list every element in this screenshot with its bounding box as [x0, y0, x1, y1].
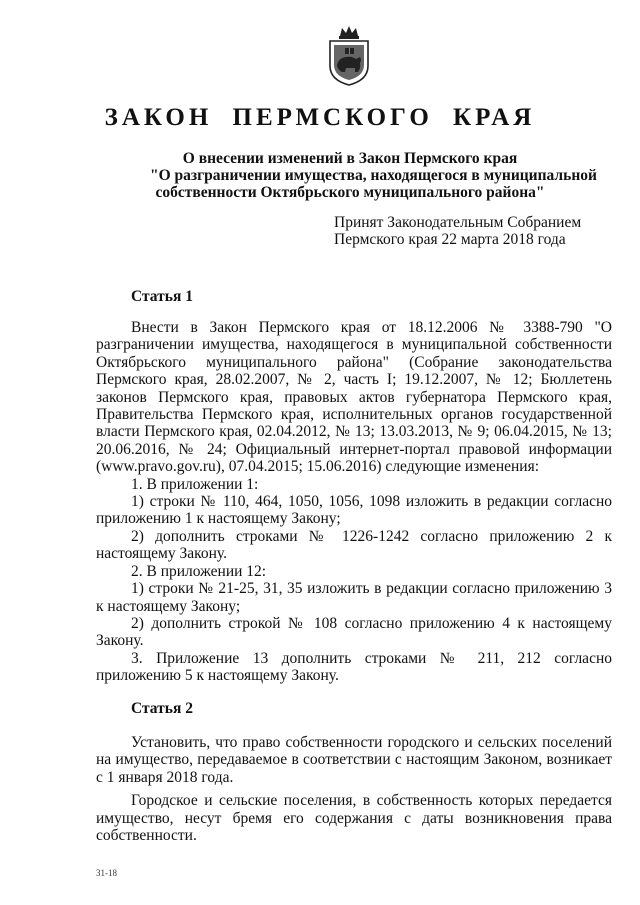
article-2-para-2: Городское и сельские поселения, в собственность которых передается имущество, несут бремя его содержания с даты возникновения права собственности.: [96, 792, 612, 845]
article-1-intro: Внести в Закон Пермского края от 18.12.2006 № 3388-790 "О разграничении имущества, находящегося в муниципальной собственности Октябрьского муниципального района" (Собрание законодательства Пермского края, 28.02.2007, № 2, часть I; 19.12.2007, № 12; Бюллетень законов Пермского края, правовых актов губернатора Пермского края, Правительства Пермского края, исполнительных органов государственной власти Пермского края, 02.04.2012, № 13; 13.03.2013, № 9; 06.04.2015, № 13; 20.06.2016, № 24; Официальный интернет-портал правовой информации (www.pravo.gov.ru), 07.04.2015; 15.06.2016) следующие изменения:: [96, 319, 612, 476]
article-1-item-1-heading: 1. В приложении 1:: [131, 475, 259, 493]
adoption-note: [334, 214, 614, 248]
article-1-item-1-2: 2) дополнить строками № 1226-1242 согласно приложению 2 к настоящему Закону.: [96, 527, 612, 563]
subtitle-line: собственности Октябрьского муниципального района": [155, 184, 545, 201]
article-1-item-2-heading: 2. В приложении 12:: [131, 562, 267, 580]
article-1-item-3: 3. Приложение 13 дополнить строками № 211, 212 согласно приложению 5 к настоящему Закону.: [96, 649, 612, 685]
article-2-body: [96, 734, 612, 844]
coat-of-arms-icon: [326, 22, 372, 86]
subtitle-line: О внесении изменений в Закон Пермского края: [182, 150, 518, 167]
article-1-body: [96, 319, 612, 685]
law-title: ЗАКОН ПЕРМСКОГО КРАЯ: [104, 104, 536, 131]
document-code: 31-18: [96, 868, 117, 878]
article-2-para-1: Установить, что право собственности городского и сельских поселений на имущество, передаваемое в соответствии с настоящим Законом, возникает с 1 января 2018 года.: [96, 734, 612, 786]
law-subtitle: [150, 150, 597, 201]
article-1-heading: Статья 1: [131, 288, 193, 305]
article-2-heading: Статья 2: [131, 700, 193, 717]
subtitle-line: "О разграничении имущества, находящегося в муниципальной: [150, 167, 597, 184]
article-1-item-2-1: 1) строки № 21-25, 31, 35 изложить в редакции согласно приложению 3 к настоящему Закону;: [96, 580, 612, 615]
article-1-item-1-1: 1) строки № 110, 464, 1050, 1056, 1098 изложить в редакции согласно приложению 1 к настоящему Закону;: [96, 493, 612, 528]
article-1-item-2-2: 2) дополнить строкой № 108 согласно приложению 4 к настоящему Закону.: [96, 614, 612, 650]
adoption-line: Принят Законодательным Собранием: [334, 214, 582, 231]
adoption-line: Пермского края 22 марта 2018 года: [334, 231, 566, 248]
